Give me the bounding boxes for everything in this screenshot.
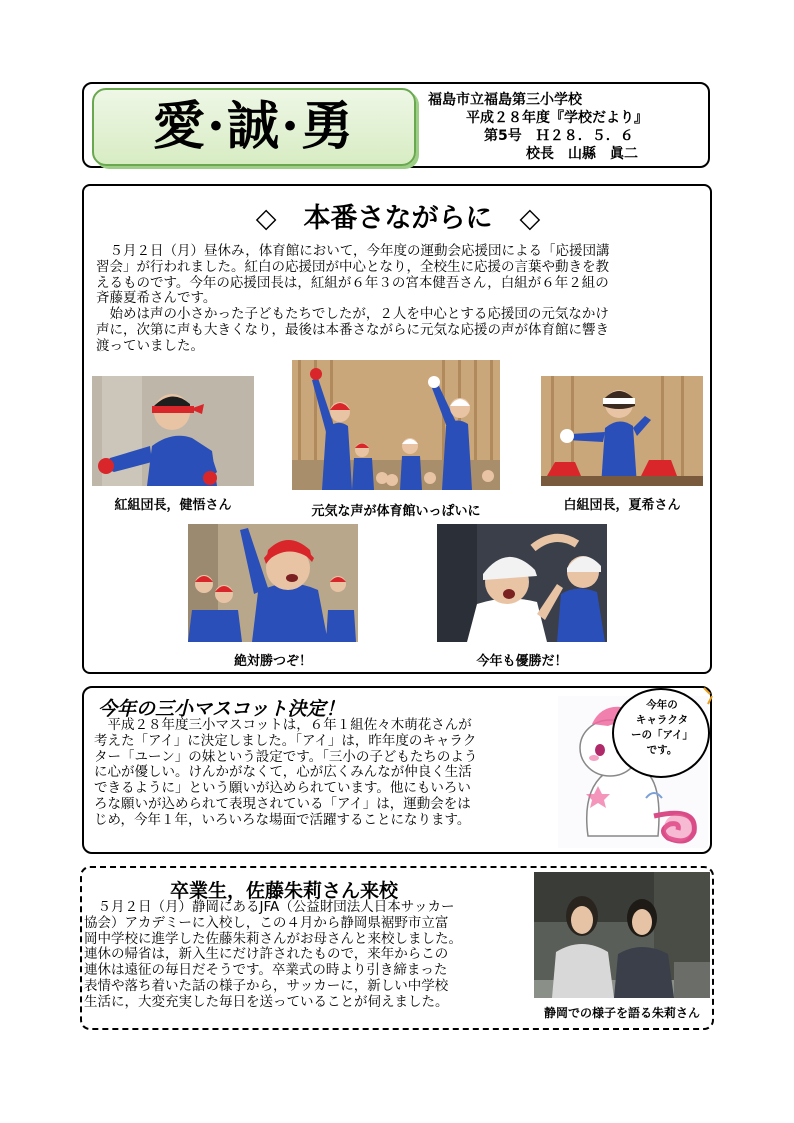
photo-caption: 絶対勝つぞ！ [233,654,312,669]
photo-caption: 白組団長，夏希さん [563,498,681,513]
bubble-line: キャラクタ [635,714,689,726]
text-line: 連休は遠征の毎日だそうです。卒業式の時より引き締まった [84,962,448,979]
photo-group-cheer [292,360,500,490]
article-title: 卒業生，佐藤朱莉さん来校 [170,880,399,902]
sparkle-icon [700,686,716,708]
text-line: 平成２８年度三小マスコットは，６年１組佐々木萌花さんが [94,717,472,733]
photo-caption: 紅組団長，健悟さん [114,498,232,513]
text-line: 渡っていました。 [96,337,204,354]
principal-name: 校長 山縣 眞二 [526,146,638,162]
photo-victory-again [437,524,607,642]
article-body [94,718,477,829]
photo-caption: 元気な声が体育館いっぱいに [311,504,481,519]
newsletter-title: 愛·誠·勇 [152,96,356,157]
text-line: 考えた「アイ」に決定しました。「アイ」は，昨年度のキャラク [94,732,477,749]
text-line: 岡中学校に進学した佐藤朱莉さんがお母さんと来校しました。 [84,930,462,947]
photo-caption: 静岡での様子を語る朱莉さん [543,1006,700,1020]
text-line: ５月２日（月）昼休み，体育館において，今年度の運動会応援団による「応援団講 [96,243,610,259]
school-name: 福島市立福島第三小学校 [428,92,582,108]
article-body [96,244,610,355]
issue-info: 第5号 Ｈ２８．５．６ [484,128,634,144]
text-line: 習会」が行われました。紅白の応援団が中心となり，全校生に応援の言葉や動きを教 [96,258,609,275]
article-title: 今年の三小マスコット決定！ [98,698,345,720]
text-line: 始めは声の小さかった子どもたちでしたが，２人を中心とする応援団の元気なかけ [96,306,609,323]
bubble-line: ーの「アイ」 [630,729,694,741]
text-line: 斉藤夏希さんです。 [96,290,217,307]
newsletter-name: 平成２８年度『学校だより』 [466,110,648,126]
article-title: ◇ 本番さながらに ◇ [255,203,541,234]
text-line: えるものです。今年の応援団長は，紅組が６年３の宮本健吾さん，白組が６年２組の [96,274,609,291]
photo-alumna-visit [534,872,710,998]
text-line: 協会）アカデミーに入校し，この４月から静岡県裾野市立富 [84,914,449,931]
photo-red-captain [92,376,254,486]
text-line: じめ，今年１年，いろいろな場面で活躍することになります。 [94,811,471,828]
text-line: ター「ユーン」の妹という設定です。「三小の子どもたちのよう [94,748,478,765]
article-body [84,900,462,1011]
text-line: 連休の帰省は，新入生にだけ許されたもので，来年からこの [84,946,449,963]
photo-shout-win [188,524,358,642]
text-line: 生活に，大変充実した毎日を送っていることが伺えました。 [84,993,449,1010]
speech-bubble-text [622,698,702,758]
text-line: 表情や落ち着いた話の様子から，サッカーに，新しい中学校 [84,977,449,994]
text-line: ５月２日（月）静岡にあるJFA（公益財団法人日本サッカー [84,899,455,915]
text-line: できるように」という願いが込められています。他にもいろい [94,780,471,797]
text-line: 声に，次第に声も大きくなり，最後は本番さながらに元気な応援の声が体育館に響き [96,321,609,338]
bubble-line: です。 [646,744,678,756]
photo-white-captain [541,376,703,486]
bubble-line: 今年の [646,699,678,711]
text-line: に心が優しい。けんかがなくて，心が広くみんなが仲良く生活 [94,764,472,781]
photo-caption: 今年も優勝だ！ [476,654,568,669]
text-line: ろな願いが込められて表現されている「アイ」は，運動会をは [94,795,471,812]
